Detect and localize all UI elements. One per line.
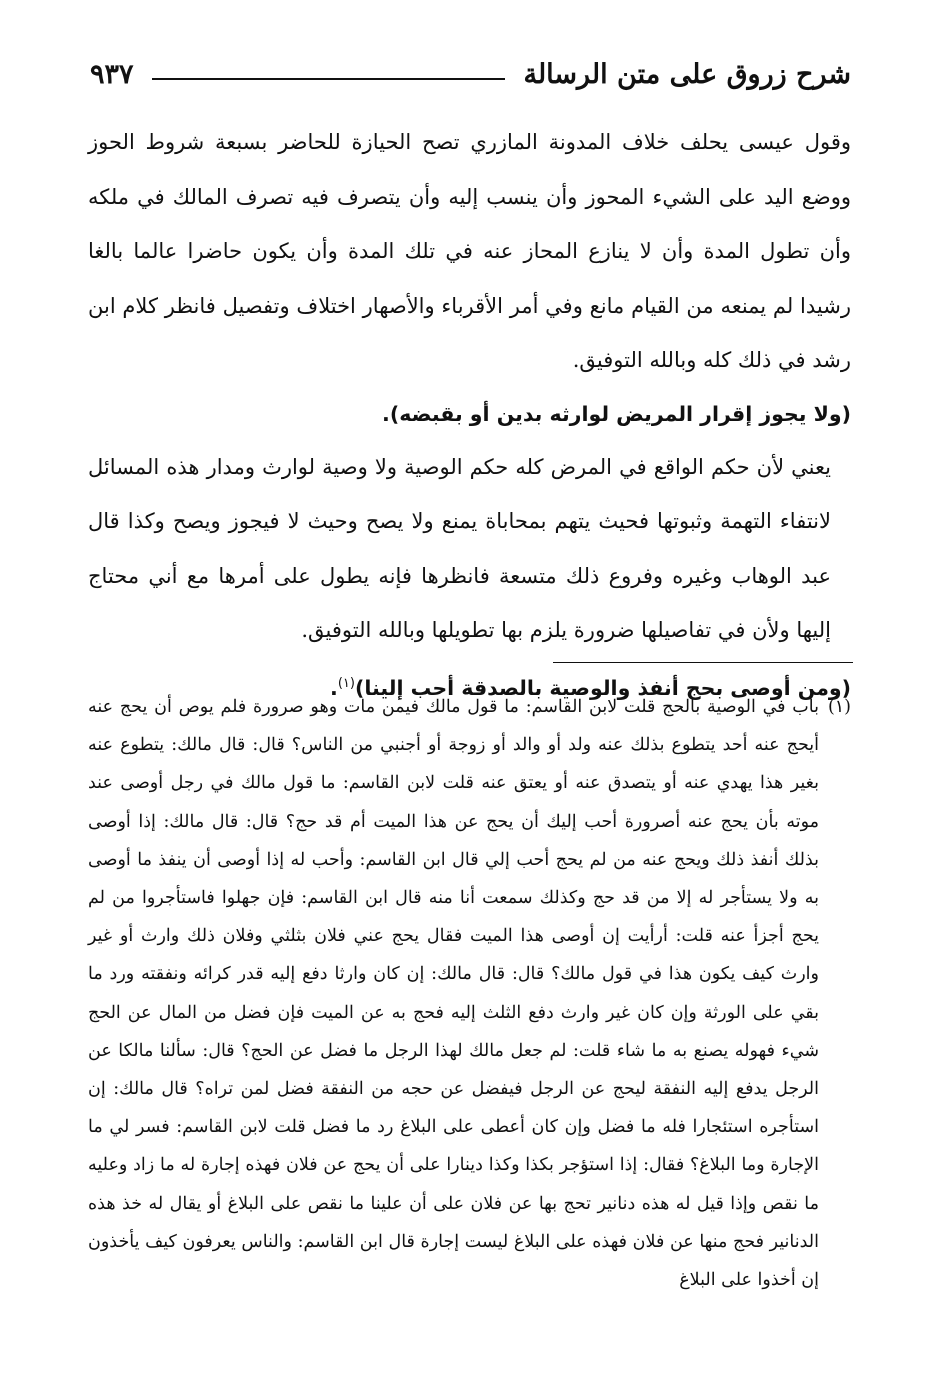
footnote	[88, 688, 851, 1299]
footnote-section	[88, 688, 851, 1299]
header-rule	[152, 78, 506, 80]
matn-quote: (ولا يجوز إقرار المريض لوارثه بدين أو بقبضه).	[382, 401, 851, 426]
page-number: ٩٣٧	[90, 58, 134, 90]
footnote-text: باب في الوصية بالحج قلت لابن القاسم: ما قول مالك فيمن مات وهو صرورة فلم يوص أن يحج عنه أيحج عنه أحد يتطوع بذلك عنه ولد أو والد أو زوجة أو أجنبي من الناس؟ قال: قال مالك: يتطوع عنه بغير هذا يهدي عنه أو يتصدق عنه أو يعتق عنه قلت لابن القاسم: ما قول مالك في رجل أوصى عند موته بأن يحج عنه أصرورة أحب إليك أن يحج عن هذا الميت أم قد حج؟ قال: قال مالك: إذا أوصى بذلك أنفذ ذلك ويحج عنه من لم يحج أحب إلي قال ابن القاسم: وأحب له إذا أوصى أن ينفذ ما أوصى به ولا يستأجر له إلا من قد حج وكذلك سمعت أنا منه قال ابن القاسم: فإن جهلوا فاستأجروا من لم يحج أجزأ عنه قلت: أرأيت إن أوصى هذا الميت فقال يحج عني فلان بثلثي وفلان ذلك وارث أو غير وارث كيف يكون هذا في قول مالك؟ قال: قال مالك: إن كان وارثا دفع إليه قدر كرائه ونفقته ورد ما بقي على الورثة وإن كان غير وارث دفع الثلث إليه فحج به عن الميت فإن فضل من المال عن الحج شيء فهوله يصنع به ما شاء قلت: لم جعل مالك لهذا الرجل ما فضل عن الحج؟ قال: سألنا مالكا عن الرجل يدفع إليه النفقة ليحج عن الرجل فيفضل عن حجه من النفقة فضل لمن تراه؟ قال مالك: إن استأجره استئجارا فله ما فضل وإن كان أعطى على البلاغ رد ما فضل قلت لابن القاسم: فسر لي ما الإجارة وما البلاغ؟ فقال: إذا استؤجر بكذا وكذا دينارا على أن يحج عن فلان فهذه إجارة له ما زاد وعليه ما نقص وإذا قيل له هذه دنانير تحج بها عن فلان على أن علينا ما نقص على البلاغ أو يقال له خذ هذه الدنانير فحج منها عن فلان فهذه على البلاغ ليست إجارة قال ابن القاسم: والناس يعرفون كيف يأخذون إن أخذوا على البلاغ	[88, 697, 819, 1291]
matn-quote-text: (ومن أوصى بحج أنفذ والوصية بالصدقة أحب إلينا)	[354, 675, 851, 700]
footnote-reference[interactable]: (١)	[337, 675, 355, 691]
quote-period: .	[330, 675, 338, 700]
page-title: شرح زروق على متن الرسالة	[523, 58, 851, 90]
paragraph: وقول عيسى يحلف خلاف المدونة المازري تصح الحيازة للحاضر بسبعة شروط الحوز ووضع اليد على الشيء المحوز وأن ينسب إليه وأن يتصرف فيه تصرف المالك في ملكه وأن تطول المدة وأن لا ينازع المحاز عنه في تلك المدة وأن يكون حاضرا عالما بالغا رشيدا لم يمنعه من القيام مانع وفي أمر الأقرباء والأصهار اختلاف وتفصيل فانظر كلام ابن رشد في ذلك كله وبالله التوفيق.	[88, 130, 851, 372]
page-header	[90, 50, 851, 98]
footnote-number: (١)	[827, 697, 851, 717]
footnote-separator	[553, 662, 853, 663]
paragraph: يعني لأن حكم الواقع في المرض كله حكم الوصية ولا وصية لوارث ومدار هذه المسائل لانتفاء التهمة وثبوتها فحيث يتهم بمحاباة يمنع ولا يصح وحيث لا فيجوز ويصح وكذا قال عبد الوهاب وغيره وفروع ذلك متسعة فانظرها فإنه يطول على أمرها مع أني محتاج إليها ولأن في تفاصيلها ضرورة يلزم بها تطويلها وبالله التوفيق.	[88, 454, 831, 642]
main-text	[88, 115, 851, 713]
